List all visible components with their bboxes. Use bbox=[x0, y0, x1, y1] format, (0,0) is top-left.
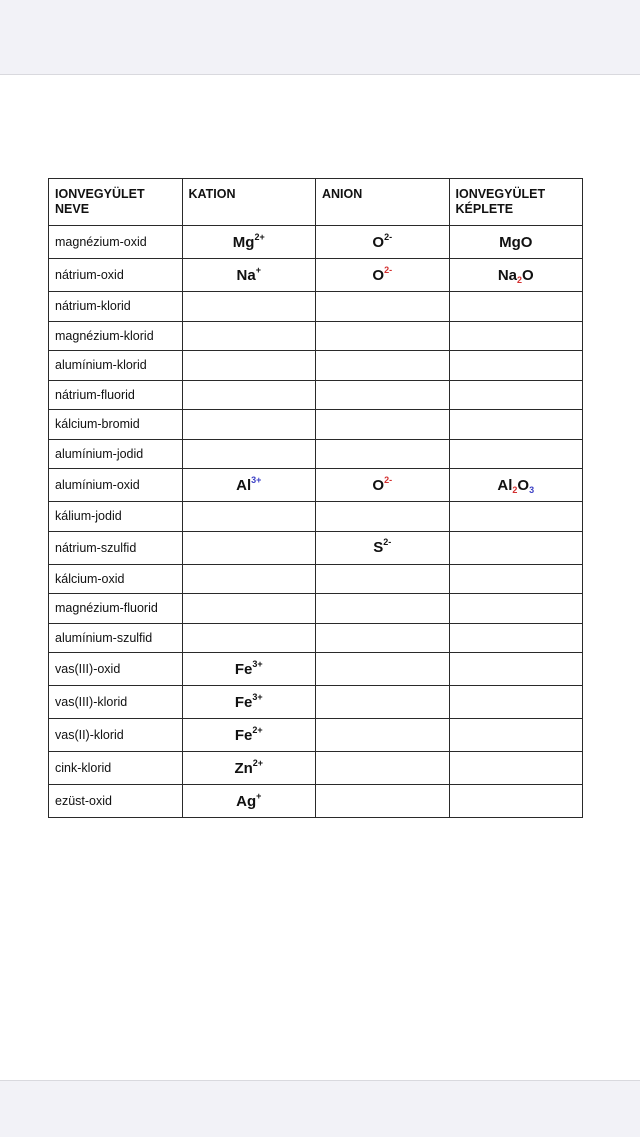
ion-compound-table bbox=[48, 178, 583, 818]
header-text: IONVEGYÜLET bbox=[55, 187, 145, 201]
compound-name-cell: vas(III)-klorid bbox=[49, 686, 183, 719]
cation-cell[interactable] bbox=[182, 752, 316, 785]
formula-cell[interactable] bbox=[449, 259, 583, 292]
header-text: KATION bbox=[188, 187, 236, 201]
table-row bbox=[49, 785, 583, 818]
charge-superscript: 2+ bbox=[252, 757, 264, 768]
element-symbol: S bbox=[373, 539, 384, 556]
table-row bbox=[49, 469, 583, 502]
table-row bbox=[49, 623, 583, 653]
cation-cell[interactable] bbox=[182, 321, 316, 351]
charge-superscript: 2- bbox=[384, 474, 393, 485]
table-row bbox=[49, 321, 583, 351]
element-symbol: Zn bbox=[234, 759, 253, 777]
header-cation bbox=[182, 179, 316, 226]
compound-name-cell: kálcium-oxid bbox=[49, 564, 183, 594]
formula-cell[interactable] bbox=[449, 226, 583, 259]
formula-cell[interactable] bbox=[449, 380, 583, 410]
cation-cell[interactable] bbox=[182, 653, 316, 686]
compound-name-cell: magnézium-oxid bbox=[49, 226, 183, 259]
header-text: KÉPLETE bbox=[455, 202, 514, 216]
compound-name-cell: alumínium-jodid bbox=[49, 439, 183, 469]
compound-name-cell: alumínium-szulfid bbox=[49, 623, 183, 653]
charge-superscript: 3+ bbox=[251, 474, 262, 485]
compound-name-cell: alumínium-oxid bbox=[49, 469, 183, 502]
cation-cell[interactable] bbox=[182, 351, 316, 381]
charge-superscript: 2- bbox=[384, 264, 393, 275]
anion-cell[interactable] bbox=[316, 752, 450, 785]
element-symbol: Fe bbox=[234, 726, 253, 744]
compound-name-cell: vas(III)-oxid bbox=[49, 653, 183, 686]
anion-cell[interactable] bbox=[316, 502, 450, 532]
cation-cell[interactable] bbox=[182, 785, 316, 818]
formula-cell[interactable] bbox=[449, 564, 583, 594]
element-symbol: O bbox=[522, 266, 534, 284]
anion-cell[interactable] bbox=[316, 321, 450, 351]
cation-cell[interactable] bbox=[182, 410, 316, 440]
charge-superscript: 2+ bbox=[252, 724, 263, 735]
element-symbol: Al bbox=[497, 476, 513, 494]
element-symbol: Na bbox=[497, 266, 517, 284]
formula-cell[interactable] bbox=[449, 321, 583, 351]
anion-cell[interactable] bbox=[316, 469, 450, 502]
charge-superscript: 3+ bbox=[252, 658, 263, 669]
compound-name-cell: nátrium-oxid bbox=[49, 259, 183, 292]
table-row bbox=[49, 259, 583, 292]
anion-cell[interactable] bbox=[316, 259, 450, 292]
header-text: NEVE bbox=[55, 202, 90, 216]
anion-cell[interactable] bbox=[316, 439, 450, 469]
cation-cell[interactable] bbox=[182, 531, 316, 564]
index-subscript: 2 bbox=[512, 484, 518, 495]
formula-cell[interactable] bbox=[449, 469, 583, 502]
element-symbol: O bbox=[517, 476, 530, 494]
charge-superscript: 3+ bbox=[252, 691, 263, 702]
table-header-row bbox=[49, 179, 583, 226]
element-symbol: Na bbox=[236, 266, 256, 284]
anion-cell[interactable] bbox=[316, 785, 450, 818]
anion-cell[interactable] bbox=[316, 226, 450, 259]
cation-cell[interactable] bbox=[182, 469, 316, 502]
anion-cell[interactable] bbox=[316, 564, 450, 594]
compound-name-cell: magnézium-klorid bbox=[49, 321, 183, 351]
header-anion bbox=[316, 179, 450, 226]
cation-cell[interactable] bbox=[182, 292, 316, 322]
formula-cell[interactable] bbox=[449, 502, 583, 532]
header-text: ANION bbox=[322, 187, 363, 201]
element-symbol: Fe bbox=[234, 693, 253, 711]
header-text: IONVEGYÜLET bbox=[455, 187, 546, 201]
anion-cell[interactable] bbox=[316, 351, 450, 381]
table-body bbox=[49, 226, 583, 818]
table-row bbox=[49, 351, 583, 381]
charge-superscript: 2- bbox=[384, 231, 393, 242]
compound-name-cell: nátrium-klorid bbox=[49, 292, 183, 322]
anion-cell[interactable] bbox=[316, 719, 450, 752]
element-symbol: MgO bbox=[499, 233, 533, 251]
cation-cell[interactable] bbox=[182, 226, 316, 259]
table-row bbox=[49, 410, 583, 440]
anion-cell[interactable] bbox=[316, 292, 450, 322]
compound-name-cell: ezüst-oxid bbox=[49, 785, 183, 818]
table-row bbox=[49, 380, 583, 410]
table-row bbox=[49, 564, 583, 594]
table-row bbox=[49, 531, 583, 564]
charge-superscript: + bbox=[255, 264, 261, 275]
table-row bbox=[49, 686, 583, 719]
charge-superscript: + bbox=[256, 790, 262, 801]
cation-cell[interactable] bbox=[182, 686, 316, 719]
cation-cell[interactable] bbox=[182, 439, 316, 469]
cation-cell[interactable] bbox=[182, 259, 316, 292]
formula-cell[interactable] bbox=[449, 410, 583, 440]
index-subscript: 3 bbox=[529, 484, 535, 495]
formula-cell[interactable] bbox=[449, 752, 583, 785]
bottom-toolbar bbox=[0, 1080, 640, 1137]
element-symbol: Fe bbox=[234, 660, 253, 678]
header-compound-name bbox=[49, 179, 183, 226]
anion-cell[interactable] bbox=[316, 410, 450, 440]
anion-cell[interactable] bbox=[316, 653, 450, 686]
formula-cell[interactable] bbox=[449, 594, 583, 624]
formula-cell[interactable] bbox=[449, 686, 583, 719]
formula-cell[interactable] bbox=[449, 439, 583, 469]
formula-cell[interactable] bbox=[449, 531, 583, 564]
index-subscript: 2 bbox=[517, 274, 523, 285]
element-symbol: O bbox=[372, 476, 385, 494]
table-row bbox=[49, 719, 583, 752]
formula-cell[interactable] bbox=[449, 719, 583, 752]
cation-cell[interactable] bbox=[182, 719, 316, 752]
charge-superscript: 2+ bbox=[254, 231, 265, 242]
anion-cell[interactable] bbox=[316, 686, 450, 719]
anion-cell[interactable] bbox=[316, 531, 450, 564]
top-toolbar bbox=[0, 0, 640, 75]
element-symbol: Ag bbox=[236, 792, 257, 810]
compound-name-cell: kálcium-bromid bbox=[49, 410, 183, 440]
header-compound-formula bbox=[449, 179, 583, 226]
table-row bbox=[49, 439, 583, 469]
compound-name-cell: magnézium-fluorid bbox=[49, 594, 183, 624]
table-row bbox=[49, 226, 583, 259]
element-symbol: Al bbox=[236, 476, 252, 494]
anion-cell[interactable] bbox=[316, 623, 450, 653]
formula-cell[interactable] bbox=[449, 351, 583, 381]
compound-name-cell: alumínium-klorid bbox=[49, 351, 183, 381]
formula-cell[interactable] bbox=[449, 653, 583, 686]
table-row bbox=[49, 292, 583, 322]
table-row bbox=[49, 653, 583, 686]
element-symbol: O bbox=[372, 266, 385, 284]
table-row bbox=[49, 752, 583, 785]
table-row bbox=[49, 502, 583, 532]
anion-cell[interactable] bbox=[316, 594, 450, 624]
formula-cell[interactable] bbox=[449, 785, 583, 818]
compound-name-cell: kálium-jodid bbox=[49, 502, 183, 532]
compound-name-cell: vas(II)-klorid bbox=[49, 719, 183, 752]
element-symbol: O bbox=[372, 233, 385, 251]
anion-cell[interactable] bbox=[316, 380, 450, 410]
compound-name-cell: cink-klorid bbox=[49, 752, 183, 785]
cation-cell[interactable] bbox=[182, 502, 316, 532]
charge-superscript: 2- bbox=[383, 537, 392, 547]
cation-cell[interactable] bbox=[182, 380, 316, 410]
cation-cell[interactable] bbox=[182, 623, 316, 653]
cation-cell[interactable] bbox=[182, 594, 316, 624]
cation-cell[interactable] bbox=[182, 564, 316, 594]
formula-cell[interactable] bbox=[449, 623, 583, 653]
compound-name-cell: nátrium-fluorid bbox=[49, 380, 183, 410]
table-row bbox=[49, 594, 583, 624]
element-symbol: Mg bbox=[232, 233, 255, 251]
formula-cell[interactable] bbox=[449, 292, 583, 322]
compound-name-cell: nátrium-szulfid bbox=[49, 531, 183, 564]
